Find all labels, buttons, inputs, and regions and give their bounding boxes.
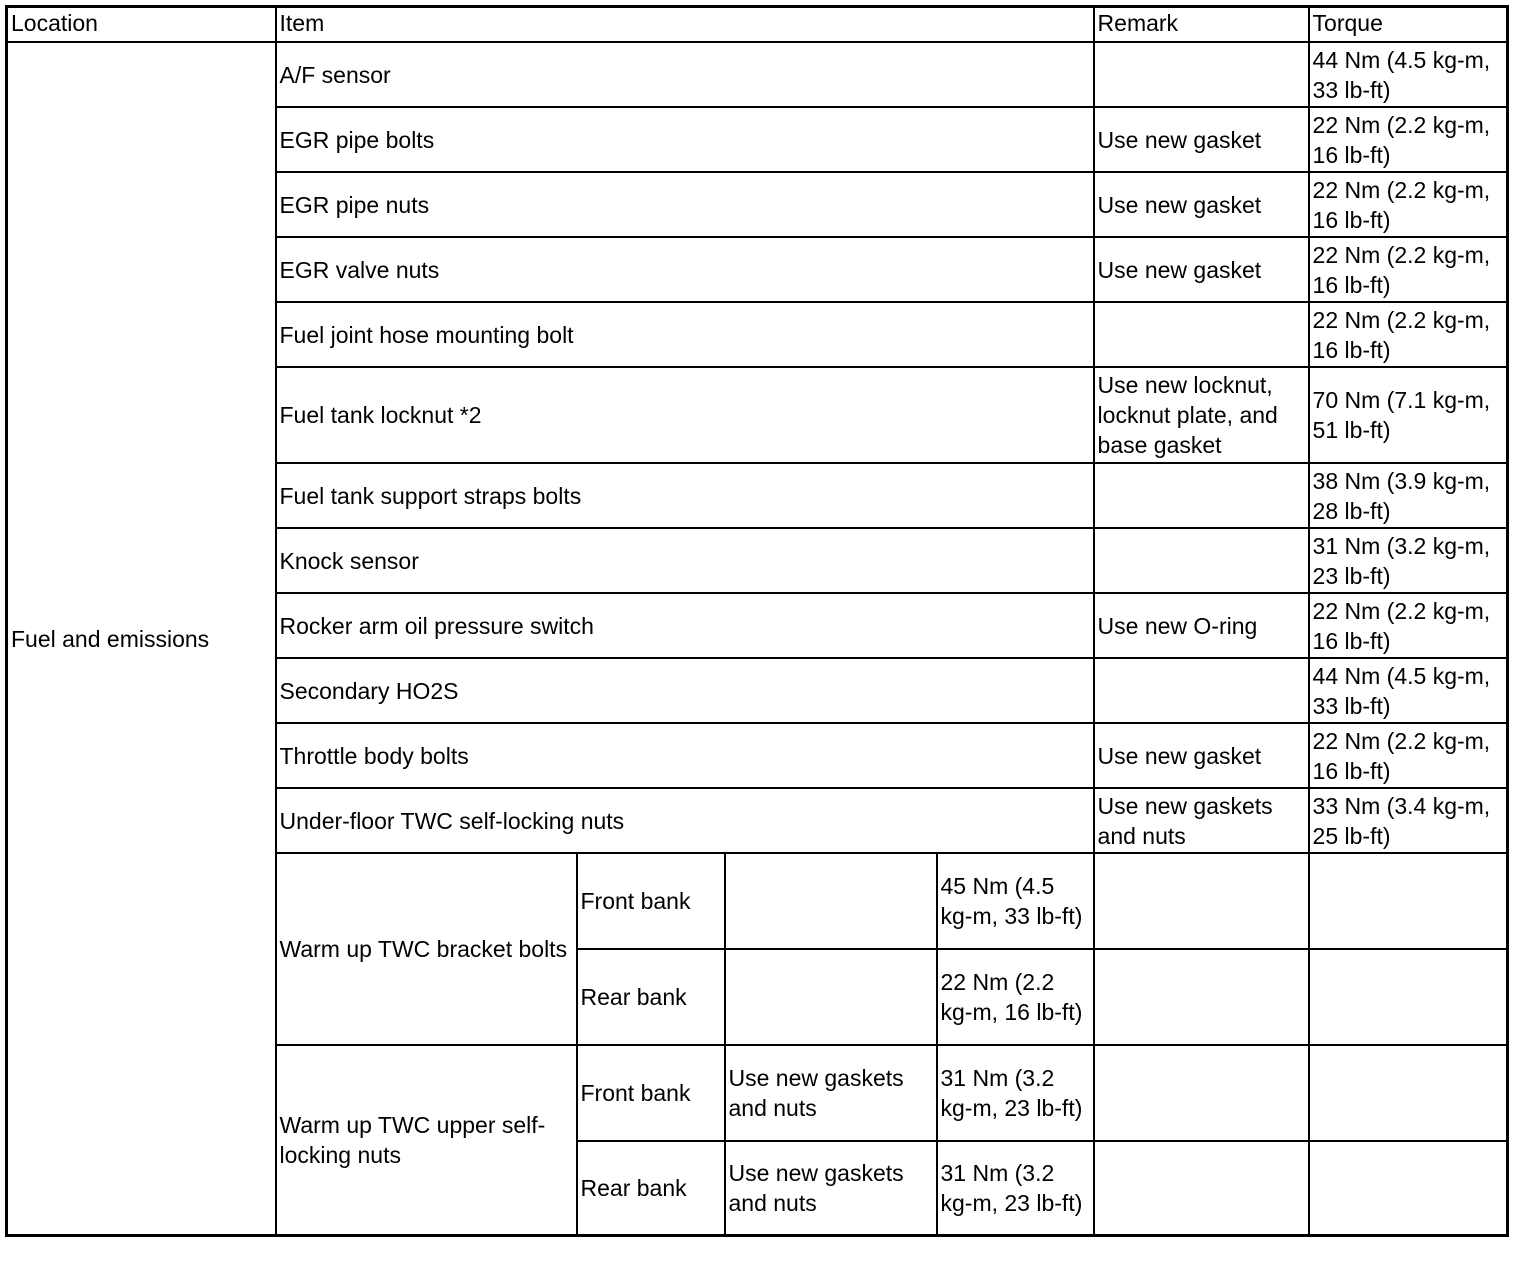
item-cell: Fuel tank locknut *2 [276, 367, 1094, 463]
bank-cell: Front bank [577, 1045, 725, 1141]
remark-cell [1094, 528, 1309, 593]
remark-cell [1094, 658, 1309, 723]
torque-cell: 22 Nm (2.2 kg-m, 16 lb-ft) [1309, 172, 1508, 237]
remark-cell: Use new locknut, locknut plate, and base gasket [1094, 367, 1309, 463]
remark-cell: Use new O-ring [1094, 593, 1309, 658]
torque-cell: 31 Nm (3.2 kg-m, 23 lb-ft) [1309, 528, 1508, 593]
sub-remark-cell [725, 949, 937, 1045]
remark-cell: Use new gasket [1094, 723, 1309, 788]
empty-remark-cell [1094, 1045, 1309, 1141]
bank-cell: Rear bank [577, 1141, 725, 1236]
item-cell: A/F sensor [276, 42, 1094, 107]
remark-cell [1094, 42, 1309, 107]
remark-cell [1094, 463, 1309, 528]
item-cell: Secondary HO2S [276, 658, 1094, 723]
header-remark: Remark [1094, 7, 1309, 43]
torque-cell: 44 Nm (4.5 kg-m, 33 lb-ft) [1309, 42, 1508, 107]
remark-cell [1094, 302, 1309, 367]
sub-torque-cell: 31 Nm (3.2 kg-m, 23 lb-ft) [937, 1141, 1094, 1236]
item-cell: Under-floor TWC self-locking nuts [276, 788, 1094, 853]
torque-cell: 22 Nm (2.2 kg-m, 16 lb-ft) [1309, 723, 1508, 788]
item-cell: EGR pipe nuts [276, 172, 1094, 237]
bank-cell: Front bank [577, 853, 725, 949]
torque-cell: 22 Nm (2.2 kg-m, 16 lb-ft) [1309, 593, 1508, 658]
item-cell: Fuel tank support straps bolts [276, 463, 1094, 528]
remark-cell: Use new gasket [1094, 172, 1309, 237]
header-item: Item [276, 7, 1094, 43]
empty-torque-cell [1309, 949, 1508, 1045]
empty-remark-cell [1094, 949, 1309, 1045]
sub-remark-cell [725, 853, 937, 949]
empty-remark-cell [1094, 1141, 1309, 1236]
header-location: Location [7, 7, 276, 43]
group-item-cell: Warm up TWC upper self-locking nuts [276, 1045, 577, 1236]
group-item-cell: Warm up TWC bracket bolts [276, 853, 577, 1045]
sub-torque-cell: 45 Nm (4.5 kg-m, 33 lb-ft) [937, 853, 1094, 949]
torque-cell: 70 Nm (7.1 kg-m, 51 lb-ft) [1309, 367, 1508, 463]
item-cell: EGR pipe bolts [276, 107, 1094, 172]
bank-cell: Rear bank [577, 949, 725, 1045]
torque-cell: 33 Nm (3.4 kg-m, 25 lb-ft) [1309, 788, 1508, 853]
sub-remark-cell: Use new gaskets and nuts [725, 1045, 937, 1141]
torque-cell: 22 Nm (2.2 kg-m, 16 lb-ft) [1309, 302, 1508, 367]
empty-torque-cell [1309, 853, 1508, 949]
header-torque: Torque [1309, 7, 1508, 43]
location-cell: Fuel and emissions [7, 42, 276, 1236]
empty-torque-cell [1309, 1045, 1508, 1141]
empty-remark-cell [1094, 853, 1309, 949]
sub-remark-cell: Use new gaskets and nuts [725, 1141, 937, 1236]
sub-torque-cell: 31 Nm (3.2 kg-m, 23 lb-ft) [937, 1045, 1094, 1141]
remark-cell: Use new gasket [1094, 237, 1309, 302]
sub-torque-cell: 22 Nm (2.2 kg-m, 16 lb-ft) [937, 949, 1094, 1045]
item-cell: Knock sensor [276, 528, 1094, 593]
torque-cell: 22 Nm (2.2 kg-m, 16 lb-ft) [1309, 237, 1508, 302]
torque-specification-table [5, 5, 1509, 1237]
item-cell: EGR valve nuts [276, 237, 1094, 302]
torque-cell: 38 Nm (3.9 kg-m, 28 lb-ft) [1309, 463, 1508, 528]
torque-cell: 22 Nm (2.2 kg-m, 16 lb-ft) [1309, 107, 1508, 172]
empty-torque-cell [1309, 1141, 1508, 1236]
remark-cell: Use new gasket [1094, 107, 1309, 172]
header-row [7, 7, 1508, 43]
item-cell: Rocker arm oil pressure switch [276, 593, 1094, 658]
remark-cell: Use new gaskets and nuts [1094, 788, 1309, 853]
item-cell: Throttle body bolts [276, 723, 1094, 788]
torque-cell: 44 Nm (4.5 kg-m, 33 lb-ft) [1309, 658, 1508, 723]
table-row [7, 42, 1508, 107]
item-cell: Fuel joint hose mounting bolt [276, 302, 1094, 367]
